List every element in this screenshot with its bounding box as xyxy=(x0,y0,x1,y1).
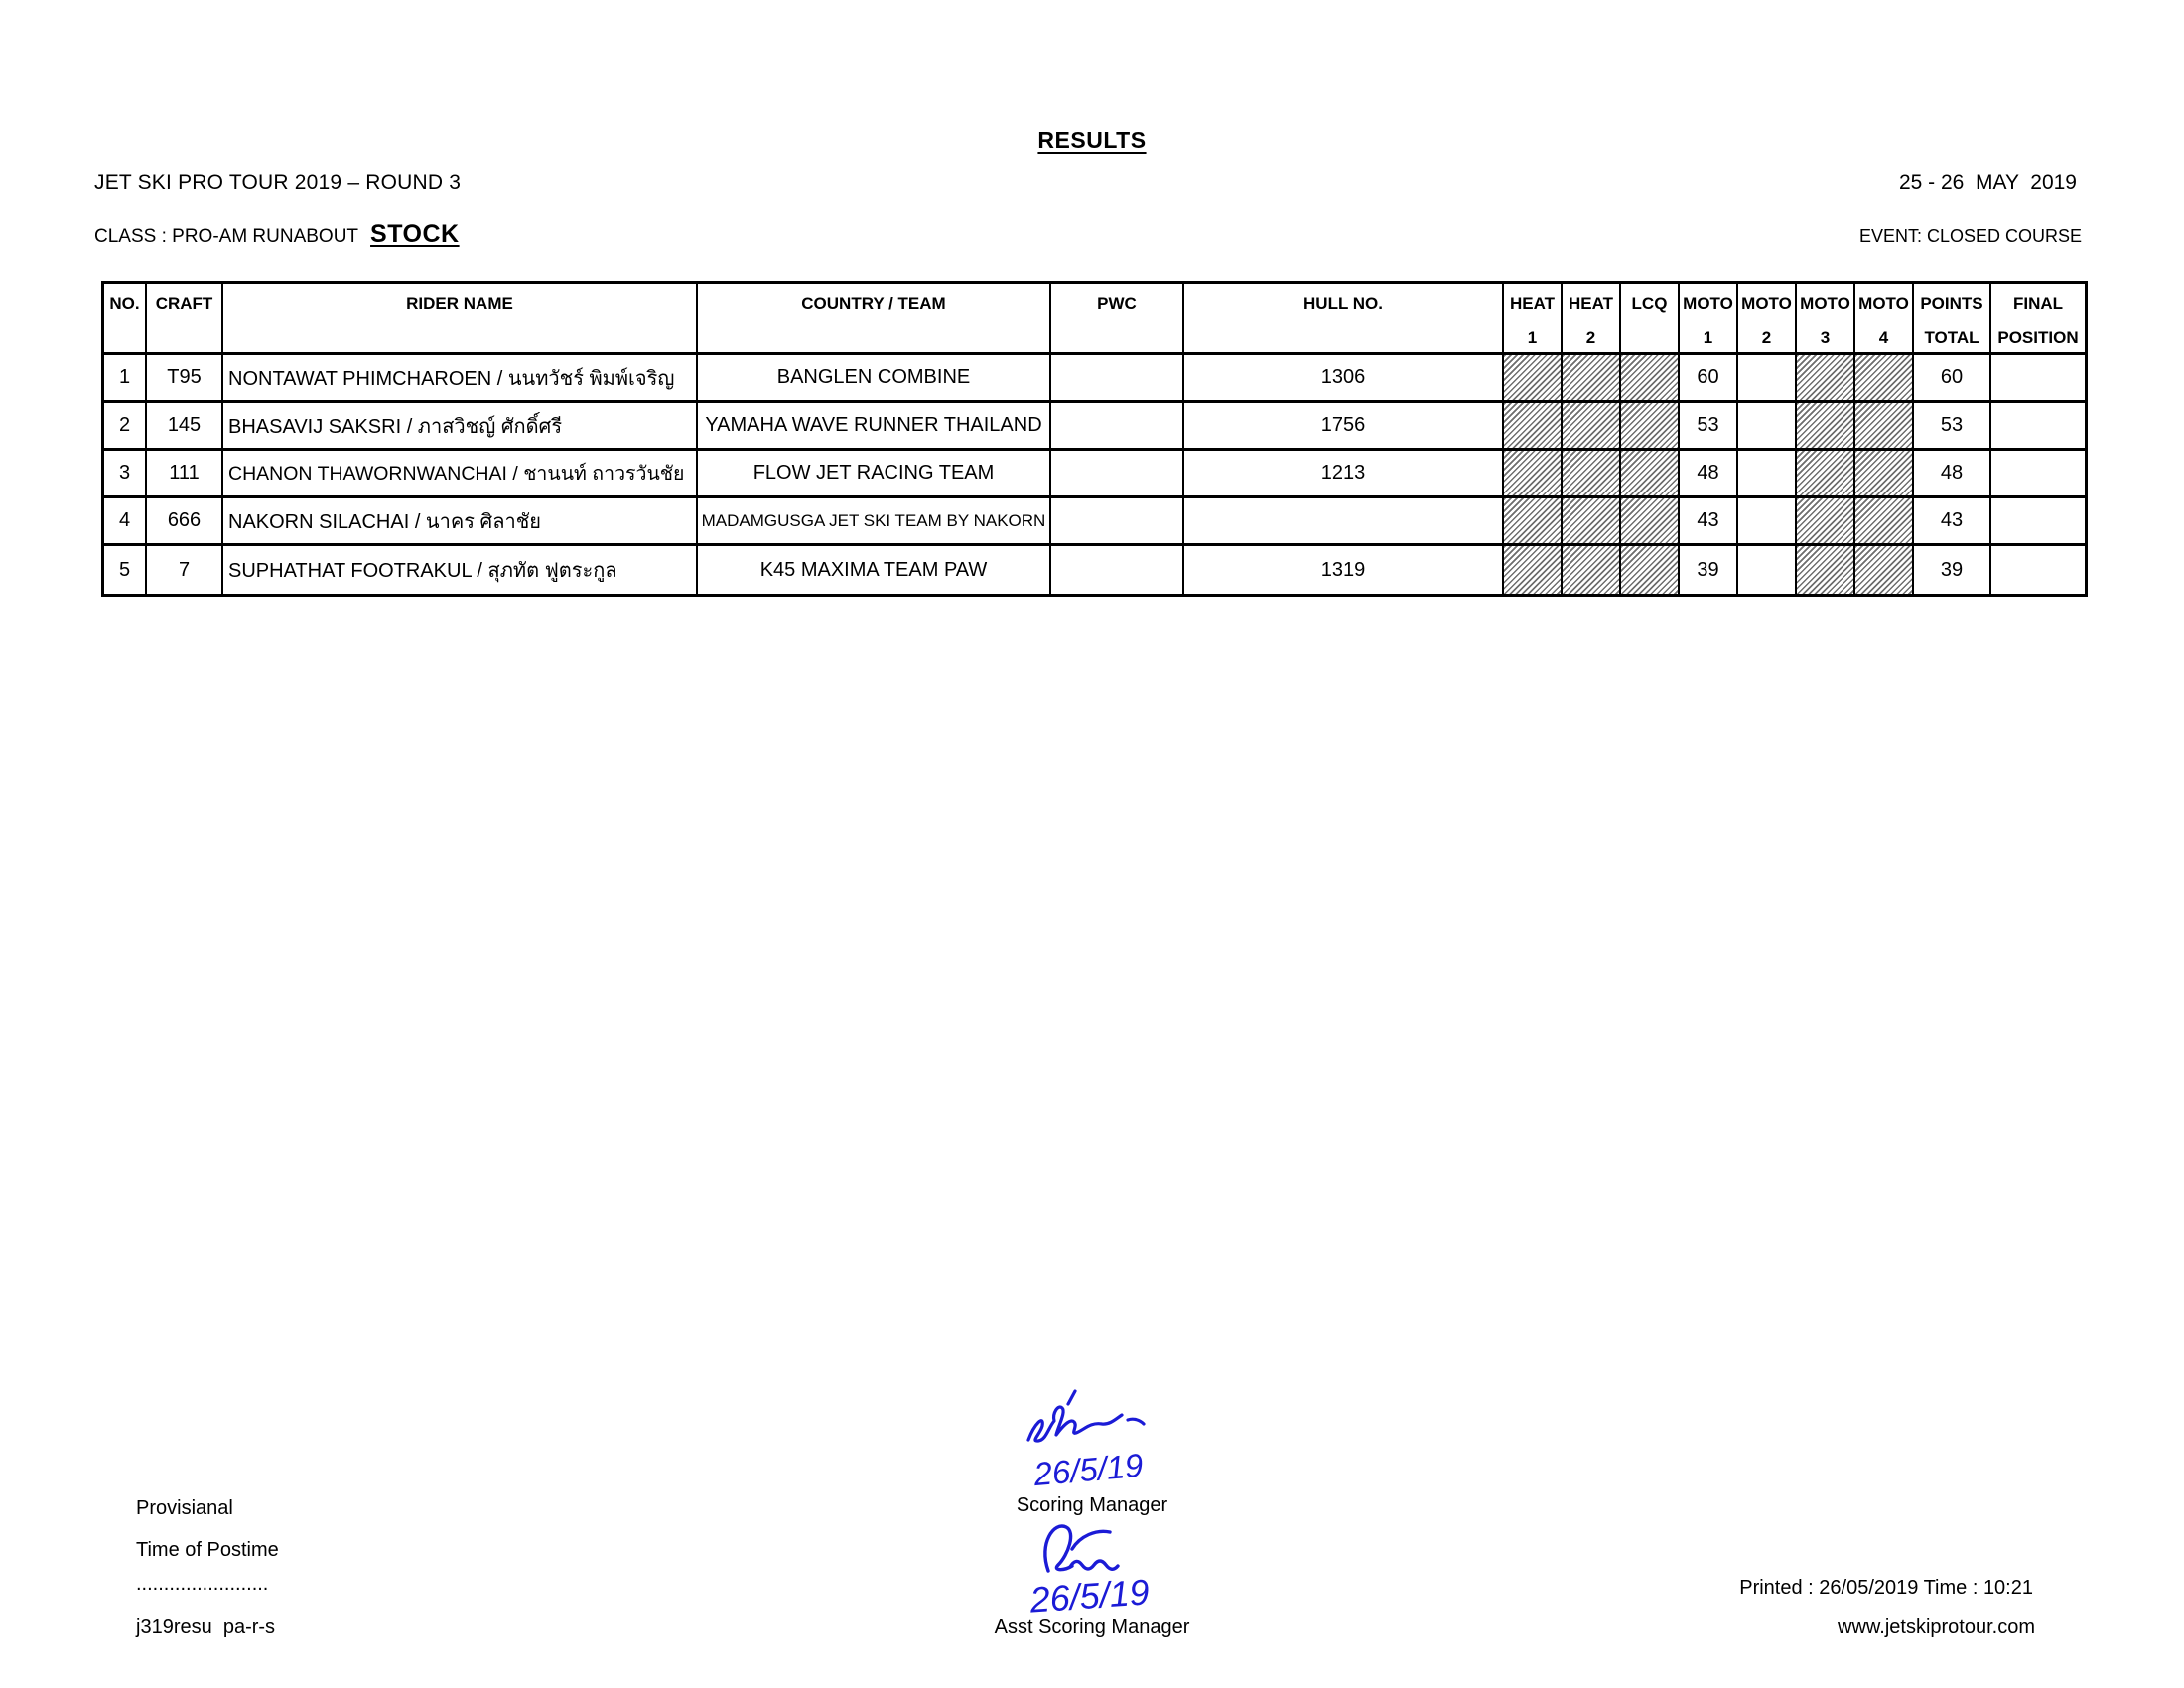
scoring-manager-signature xyxy=(1013,1388,1201,1495)
team-cell: BANGLEN COMBINE xyxy=(698,355,1051,403)
no-cell: 3 xyxy=(104,451,147,498)
pwc-cell xyxy=(1051,498,1184,546)
col-header-hull-no: HULL NO. xyxy=(1184,284,1504,355)
moto4-voided-cell xyxy=(1855,546,1914,594)
pwc-cell xyxy=(1051,403,1184,451)
col-header-points-total: POINTS TOTAL xyxy=(1914,284,1991,355)
signature2-date: 26/5/19 xyxy=(1028,1571,1151,1620)
rider-cell: SUPHATHAT FOOTRAKUL / สุภทัต ฟูตระกูล xyxy=(223,546,698,594)
lcq-voided-cell xyxy=(1621,403,1680,451)
points-total-cell: 39 xyxy=(1914,546,1991,594)
heat1-voided-cell xyxy=(1504,355,1563,403)
pwc-cell xyxy=(1051,355,1184,403)
no-cell: 2 xyxy=(104,403,147,451)
file-code: j319resu pa-r-s xyxy=(136,1617,276,1638)
final-position-cell xyxy=(1991,546,2085,594)
event-type: EVENT: CLOSED COURSE xyxy=(1858,226,2082,246)
tour-round-line: JET SKI PRO TOUR 2019 – ROUND 3 xyxy=(94,171,462,194)
heat2-voided-cell xyxy=(1563,498,1621,546)
craft-cell: 145 xyxy=(147,403,223,451)
points-total-cell: 48 xyxy=(1914,451,1991,498)
team-cell: MADAMGUSGA JET SKI TEAM BY NAKORN xyxy=(698,498,1051,546)
hull-cell: 1306 xyxy=(1184,355,1504,403)
heat2-voided-cell xyxy=(1563,546,1621,594)
col-header-heat2: HEAT 2 xyxy=(1563,284,1621,355)
lcq-voided-cell xyxy=(1621,355,1680,403)
col-header-moto2: MOTO 2 xyxy=(1738,284,1797,355)
moto4-voided-cell xyxy=(1855,403,1914,451)
page-title: RESULTS xyxy=(1037,127,1147,153)
hull-cell xyxy=(1184,498,1504,546)
col-header-rider-name: RIDER NAME xyxy=(223,284,698,355)
heat2-voided-cell xyxy=(1563,355,1621,403)
rider-cell: BHASAVIJ SAKSRI / ภาสวิชญ์ ศักดิ์ศรี xyxy=(223,403,698,451)
moto4-voided-cell xyxy=(1855,451,1914,498)
moto2-cell xyxy=(1738,403,1797,451)
moto2-cell xyxy=(1738,355,1797,403)
class-value: STOCK xyxy=(370,220,460,248)
moto1-cell: 60 xyxy=(1680,355,1738,403)
rider-cell: NONTAWAT PHIMCHAROEN / นนทวัชร์ พิมพ์เจริญ xyxy=(223,355,698,403)
dotted-signature-line: ........................ xyxy=(136,1573,269,1595)
moto3-voided-cell xyxy=(1797,546,1855,594)
no-cell: 5 xyxy=(104,546,147,594)
rider-cell: CHANON THAWORNWANCHAI / ชานนท์ ถาวรวันชัย xyxy=(223,451,698,498)
team-cell: K45 MAXIMA TEAM PAW xyxy=(698,546,1051,594)
heat1-voided-cell xyxy=(1504,546,1563,594)
lcq-voided-cell xyxy=(1621,498,1680,546)
scoring-manager-label: Scoring Manager xyxy=(1016,1494,1168,1516)
heat2-voided-cell xyxy=(1563,403,1621,451)
moto3-voided-cell xyxy=(1797,451,1855,498)
final-position-cell xyxy=(1991,498,2085,546)
pwc-cell xyxy=(1051,451,1184,498)
results-table xyxy=(101,281,2088,597)
pwc-cell xyxy=(1051,546,1184,594)
class-line xyxy=(94,220,460,249)
time-of-postime-note: Time of Postime xyxy=(136,1539,279,1561)
col-header-lcq: LCQ xyxy=(1621,284,1680,355)
craft-cell: 7 xyxy=(147,546,223,594)
col-header-craft: CRAFT xyxy=(147,284,223,355)
moto3-voided-cell xyxy=(1797,355,1855,403)
website-url: www.jetskiprotour.com xyxy=(1838,1617,2035,1638)
asst-scoring-manager-signature xyxy=(1013,1509,1201,1620)
lcq-voided-cell xyxy=(1621,546,1680,594)
final-position-cell xyxy=(1991,355,2085,403)
rider-cell: NAKORN SILACHAI / นาคร ศิลาชัย xyxy=(223,498,698,546)
craft-cell: 666 xyxy=(147,498,223,546)
asst-scoring-manager-label: Asst Scoring Manager xyxy=(994,1617,1190,1638)
heat2-voided-cell xyxy=(1563,451,1621,498)
moto1-cell: 39 xyxy=(1680,546,1738,594)
craft-cell: T95 xyxy=(147,355,223,403)
heat1-voided-cell xyxy=(1504,451,1563,498)
moto1-cell: 48 xyxy=(1680,451,1738,498)
col-header-moto1: MOTO 1 xyxy=(1680,284,1738,355)
col-header-moto3: MOTO 3 xyxy=(1797,284,1855,355)
col-header-no: NO. xyxy=(104,284,147,355)
team-cell: YAMAHA WAVE RUNNER THAILAND xyxy=(698,403,1051,451)
printed-timestamp: Printed : 26/05/2019 Time : 10:21 xyxy=(1739,1577,2033,1599)
hull-cell: 1756 xyxy=(1184,403,1504,451)
no-cell: 4 xyxy=(104,498,147,546)
hull-cell: 1213 xyxy=(1184,451,1504,498)
event-dates: 25 - 26 MAY 2019 xyxy=(1898,171,2077,194)
moto2-cell xyxy=(1738,451,1797,498)
col-header-pwc: PWC xyxy=(1051,284,1184,355)
moto2-cell xyxy=(1738,546,1797,594)
team-cell: FLOW JET RACING TEAM xyxy=(698,451,1051,498)
moto1-cell: 53 xyxy=(1680,403,1738,451)
moto4-voided-cell xyxy=(1855,498,1914,546)
final-position-cell xyxy=(1991,403,2085,451)
signature1-date: 26/5/19 xyxy=(1031,1446,1145,1493)
points-total-cell: 53 xyxy=(1914,403,1991,451)
col-header-final-position: FINAL POSITION xyxy=(1991,284,2085,355)
moto2-cell xyxy=(1738,498,1797,546)
moto1-cell: 43 xyxy=(1680,498,1738,546)
moto4-voided-cell xyxy=(1855,355,1914,403)
col-header-moto4: MOTO 4 xyxy=(1855,284,1914,355)
class-label: CLASS : PRO-AM RUNABOUT xyxy=(94,226,359,247)
heat1-voided-cell xyxy=(1504,403,1563,451)
col-header-heat1: HEAT 1 xyxy=(1504,284,1563,355)
no-cell: 1 xyxy=(104,355,147,403)
col-header-country-team: COUNTRY / TEAM xyxy=(698,284,1051,355)
moto3-voided-cell xyxy=(1797,498,1855,546)
points-total-cell: 60 xyxy=(1914,355,1991,403)
hull-cell: 1319 xyxy=(1184,546,1504,594)
lcq-voided-cell xyxy=(1621,451,1680,498)
provisional-note: Provisianal xyxy=(136,1497,233,1519)
final-position-cell xyxy=(1991,451,2085,498)
craft-cell: 111 xyxy=(147,451,223,498)
moto3-voided-cell xyxy=(1797,403,1855,451)
points-total-cell: 43 xyxy=(1914,498,1991,546)
heat1-voided-cell xyxy=(1504,498,1563,546)
